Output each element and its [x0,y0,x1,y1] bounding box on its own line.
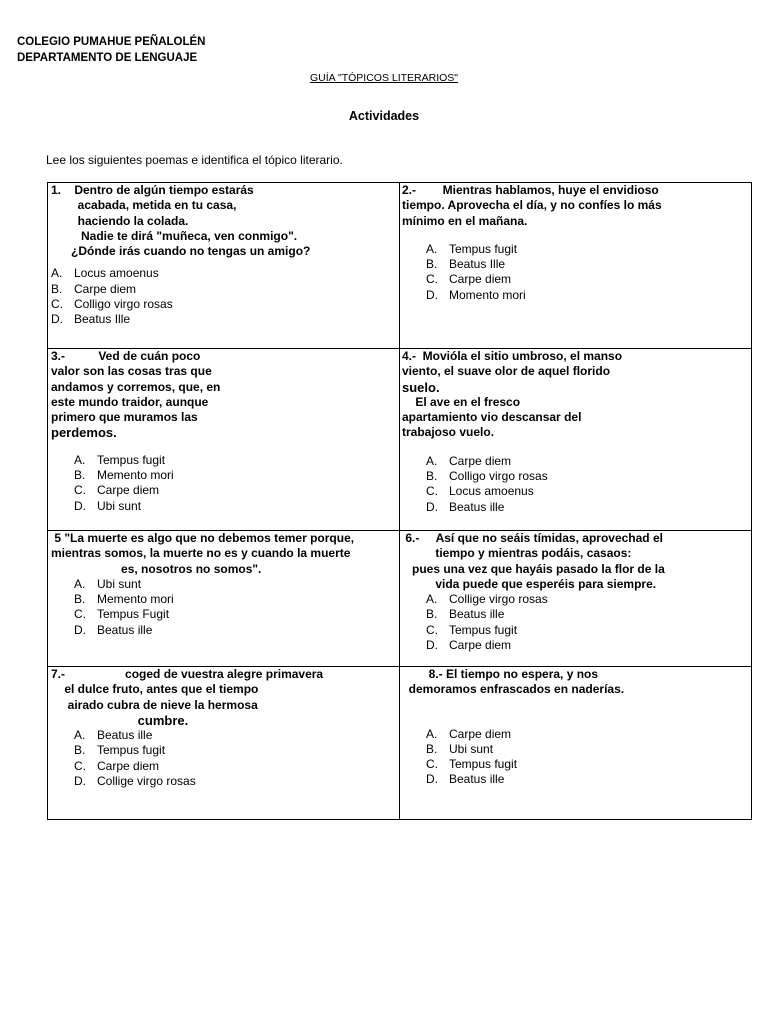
answer-option[interactable]: A. Beatus ille [74,728,153,743]
table-row [48,349,752,531]
section-title: Actividades [348,109,420,123]
poem-line: 6.- Así que no seáis tímidas, aprovechad el [402,531,663,545]
answer-option[interactable]: D. Beatus ille [74,622,153,637]
question-cell-1 [48,183,400,349]
answer-option[interactable]: D. Ubi sunt [74,498,142,513]
instruction-text: Lee los siguientes poemas e identifica el tópico literario. [46,153,343,167]
poem-line: haciendo la colada. [51,213,189,228]
poem-line: tiempo. Aprovecha el día, y no confíes lo más [402,198,662,213]
poem-line: primero que muramos las [51,410,198,425]
table-row [48,183,752,349]
answer-options [400,592,751,653]
answer-option[interactable]: C. Tempus Fugit [74,607,170,622]
poem-line: suelo. [402,379,440,395]
poem-line: vida puede que esperéis para siempre. [402,576,657,591]
poem-line: El ave en el fresco [402,394,521,409]
answer-option[interactable]: D. Momento mori [426,287,526,302]
answer-option[interactable]: D. Collige virgo rosas [74,774,196,789]
answer-option[interactable]: A. Collige virgo rosas [426,592,548,607]
answer-option[interactable]: B. Beatus Ille [426,257,506,272]
answer-options [48,577,399,638]
poem-line: ¿Dónde irás cuando no tengas un amigo? [51,244,311,259]
question-cell-4 [400,349,752,531]
answer-options [400,727,751,788]
answer-option[interactable]: A. Ubi sunt [74,576,142,591]
answer-option[interactable]: B. Memento mori [74,468,174,483]
answer-option[interactable]: A. Carpe diem [426,453,512,468]
answer-option[interactable]: C. Tempus fugit [426,757,518,772]
poem-line: cumbre. [51,712,189,728]
answer-option[interactable]: B. Ubi sunt [426,741,494,756]
answer-option[interactable]: B. Beatus ille [426,607,505,622]
poem-line: 5 "La muerte es algo que no debemos temer porque, [51,531,355,545]
department-name: DEPARTAMENTO DE LENGUAJE [17,51,198,64]
answer-options [48,728,399,789]
answer-option[interactable]: B. Colligo virgo rosas [426,469,548,484]
poem-line: 1. Dentro de algún tiempo estarás [51,183,254,197]
answer-options [48,266,399,327]
answer-option[interactable]: A. Locus amoenus [51,266,159,281]
poem-line: pues una vez que hayáis pasado la flor de la [402,561,665,576]
poem-line: 7.- coged de vuestra alegre primavera [51,667,324,681]
answer-option[interactable]: D. Beatus ille [426,772,505,787]
poem-line: apartamiento vio descansar del [402,410,582,425]
answer-option[interactable]: C. Colligo virgo rosas [51,297,173,312]
poem-line: 4.- Movióla el sitio umbroso, el manso [402,349,623,363]
table-row [48,531,752,667]
guide-title: GUÍA "TÓPICOS LITERARIOS" [309,72,459,84]
school-name: COLEGIO PUMAHUE PEÑALOLÉN [17,36,206,48]
answer-option[interactable]: B. Tempus fugit [74,743,166,758]
school-header [17,35,205,66]
poem-line: es, nosotros no somos". [51,561,262,576]
poem-line: viento, el suave olor de aquel florido [402,364,611,379]
poem-line: andamos y corremos, que, en [51,379,221,394]
poem-line: 2.- Mientras hablamos, huye el envidioso [402,183,659,197]
answer-option[interactable]: A. Carpe diem [426,726,512,741]
questions-table [47,182,752,820]
answer-option[interactable]: C. Carpe diem [74,758,160,773]
question-cell-2 [400,183,752,349]
poem-line: demoramos enfrascados en naderías. [402,682,625,697]
question-cell-6 [400,531,752,667]
answer-option[interactable]: C. Carpe diem [74,483,160,498]
answer-options [400,242,751,303]
answer-option[interactable]: D. Beatus Ille [51,312,131,327]
poem-line: airado cubra de nieve la hermosa [51,697,258,712]
answer-option[interactable]: C. Carpe diem [426,272,512,287]
answer-option[interactable]: A. Tempus fugit [426,241,518,256]
question-cell-3 [48,349,400,531]
answer-option[interactable]: C. Locus amoenus [426,484,534,499]
answer-option[interactable]: D. Carpe diem [426,638,512,653]
poem-line: mínimo en el mañana. [402,213,528,228]
question-cell-8 [400,667,752,820]
poem-line: 3.- Ved de cuán poco [51,349,201,363]
answer-option[interactable]: C. Tempus fugit [426,622,518,637]
poem-line: este mundo traidor, aunque [51,394,209,409]
answer-option[interactable]: B. Memento mori [74,592,174,607]
question-cell-7 [48,667,400,820]
answer-options [48,453,399,514]
answer-option[interactable]: A. Tempus fugit [74,452,166,467]
poem-line: perdemos. [51,425,117,441]
poem-line: valor son las cosas tras que [51,364,212,379]
answer-options [400,454,751,515]
table-row [48,667,752,820]
poem-line: 8.- El tiempo no espera, y nos [402,667,599,681]
answer-option[interactable]: B. Carpe diem [51,281,137,296]
poem-line: el dulce fruto, antes que el tiempo [51,682,259,697]
poem-line: tiempo y mientras podáis, casaos: [402,546,632,561]
poem-line: acabada, metida en tu casa, [51,198,237,213]
question-cell-5 [48,531,400,667]
poem-line: Nadie te dirá "muñeca, ven conmigo". [51,228,298,243]
answer-option[interactable]: D. Beatus ille [426,499,505,514]
poem-line: mientras somos, la muerte no es y cuando la muerte [51,546,351,561]
poem-line: trabajoso vuelo. [402,425,495,440]
